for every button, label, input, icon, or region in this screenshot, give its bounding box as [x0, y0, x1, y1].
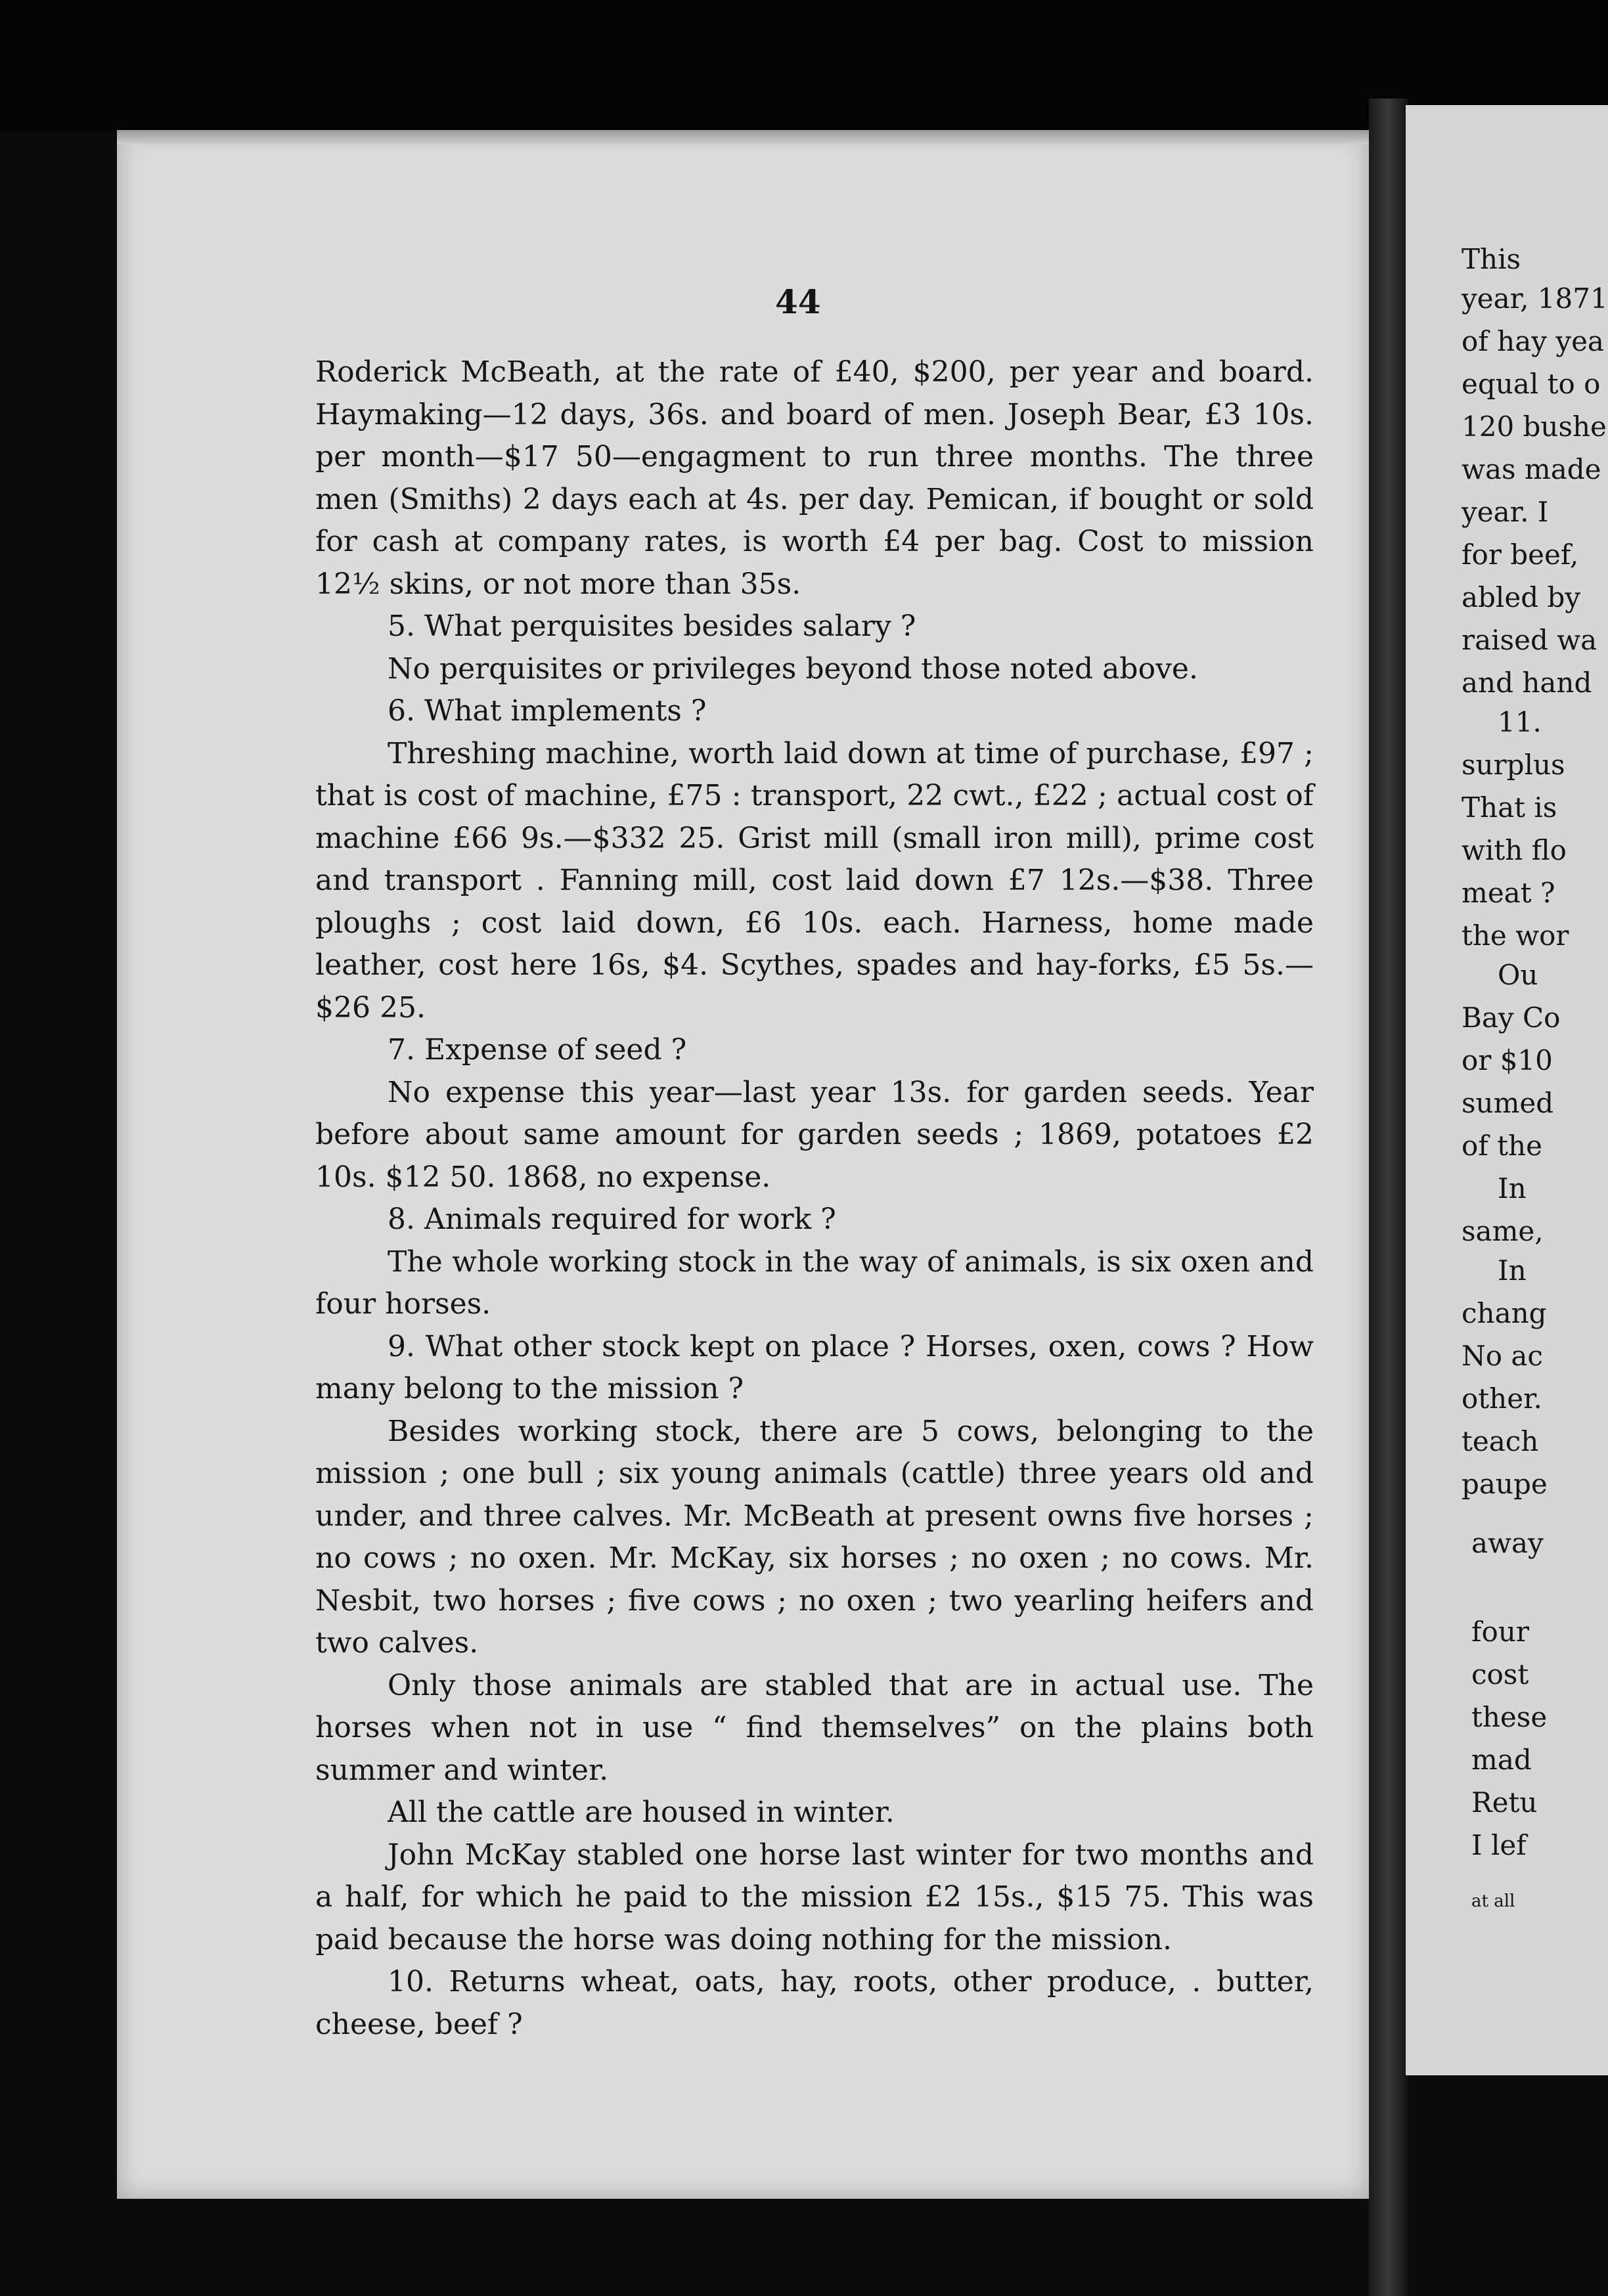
- facing-page-line: was made: [1462, 453, 1601, 485]
- facing-page-line: In: [1498, 1172, 1527, 1204]
- scan-background: [0, 0, 1608, 131]
- answer-7: No expense this year—last year 13s. for garden seeds. Year before about same amount for garden seeds ; 1869, potatoes £2 10s. $12 50. 1868, no expense.: [315, 1075, 1314, 1194]
- question-10: 10. Returns wheat, oats, hay, roots, other produce, . butter, cheese, beef ?: [315, 1965, 1314, 2041]
- facing-page-line: 120 bushe: [1462, 410, 1607, 443]
- facing-page-line: I lef: [1471, 1829, 1527, 1861]
- page-text: [315, 351, 1314, 2046]
- facing-page: [1406, 105, 1608, 2075]
- answer-9: Besides working stock, there are 5 cows, belonging to the mission ; one bull ; six young animals (cattle) three years old and under, and three calves. Mr. McBeath at present owns five horses ; no cows ; no oxen. Mr. McKay, six horses ; no oxen ; no cows. Mr. Nesbit, two horses ; five cows ; no oxen ; two yearling heifers and two calves.: [315, 1414, 1314, 1660]
- page-number: 44: [775, 282, 821, 321]
- facing-page-line: these: [1471, 1701, 1548, 1733]
- facing-page-line: teach: [1462, 1425, 1539, 1457]
- facing-page-line: for beef,: [1462, 539, 1579, 571]
- facing-page-line: paupe: [1462, 1468, 1548, 1500]
- facing-page-line: year. I: [1462, 496, 1549, 528]
- facing-page-line: sumed: [1462, 1087, 1554, 1119]
- facing-page-line: meat ?: [1462, 877, 1555, 909]
- facing-page-line: with flo: [1462, 834, 1567, 866]
- facing-page-line: surplus: [1462, 749, 1565, 781]
- book-gutter: [1369, 99, 1408, 2296]
- answer-8: The whole working stock in the way of animals, is six oxen and four horses.: [315, 1245, 1314, 1321]
- facing-page-line: That is: [1462, 791, 1557, 824]
- answer-5: No perquisites or privileges beyond those noted above.: [388, 651, 1198, 686]
- facing-page-line: raised wa: [1462, 624, 1597, 656]
- facing-page-line: other.: [1462, 1382, 1542, 1415]
- facing-page-line: abled by: [1462, 581, 1581, 613]
- question-7: 7. Expense of seed ?: [388, 1033, 687, 1067]
- answer-6: Threshing machine, worth laid down at time of purchase, £97 ; that is cost of machine, £75 : transport, 22 cwt., £22 ; actual cost of machine £66 9s.—$332 25. Grist mill (small iron mill), prime cost and transport . Fanning mill, cost laid down £7 12s.—$38. Three ploughs ; cost laid down, £6 10s. each. Harness, home made leather, cost here 16s, $4. Scythes, spades and hay-forks, £5 5s.—$26 25.: [315, 736, 1314, 1025]
- facing-page-line: and hand: [1462, 667, 1592, 699]
- facing-page-line: Ou: [1498, 959, 1538, 991]
- facing-page-line: This: [1462, 243, 1521, 275]
- facing-page-line: four: [1471, 1616, 1529, 1648]
- question-9: 9. What other stock kept on place ? Horses, oxen, cows ? How many belong to the mission ?: [315, 1329, 1314, 1405]
- facing-page-line: at all: [1471, 1891, 1515, 1911]
- facing-page-line: of the: [1462, 1130, 1542, 1162]
- facing-page-line: the wor: [1462, 919, 1569, 952]
- facing-page-line: In: [1498, 1254, 1527, 1287]
- facing-page-line: of hay yea: [1462, 325, 1604, 357]
- facing-page-line: or $10: [1462, 1044, 1553, 1076]
- paragraph-mckay-horse: John McKay stabled one horse last winter for two months and a half, for which he paid to the mission £2 15s., $15 75. This was paid because the horse was doing nothing for the mission.: [315, 1838, 1314, 1956]
- question-5: 5. What perquisites besides salary ?: [388, 609, 916, 643]
- facing-page-line: away: [1471, 1527, 1544, 1559]
- facing-page-line: mad: [1471, 1744, 1532, 1776]
- paragraph-cattle: All the cattle are housed in winter.: [388, 1796, 895, 1829]
- paragraph-wages: Roderick McBeath, at the rate of £40, $200, per year and board. Haymaking—12 days, 36s. and board of men. Joseph Bear, £3 10s. per month—$17 50—engagment to run three months. The three men (Smiths) 2 days each at 4s. per day. Pemican, if bought or sold for cash at company rates, is worth £4 per bag. Cost to mission 12½ skins, or not more than 35s.: [315, 355, 1314, 601]
- facing-page-line: Retu: [1471, 1786, 1538, 1819]
- question-8: 8. Animals required for work ?: [388, 1203, 836, 1236]
- page-top-edge: [117, 130, 1369, 144]
- facing-page-line: same,: [1462, 1215, 1544, 1247]
- facing-page-line: Bay Co: [1462, 1002, 1561, 1034]
- facing-page-line: year, 1871: [1462, 282, 1608, 315]
- paragraph-stabling: Only those animals are stabled that are in actual use. The horses when not in use “ find themselves” on the plains both summer and winter.: [315, 1668, 1314, 1787]
- facing-page-line: 11.: [1498, 706, 1542, 738]
- facing-page-line: equal to o: [1462, 368, 1601, 400]
- facing-page-line: cost: [1471, 1658, 1529, 1690]
- question-6: 6. What implements ?: [388, 694, 707, 728]
- facing-page-line: No ac: [1462, 1340, 1543, 1372]
- facing-page-line: chang: [1462, 1297, 1547, 1329]
